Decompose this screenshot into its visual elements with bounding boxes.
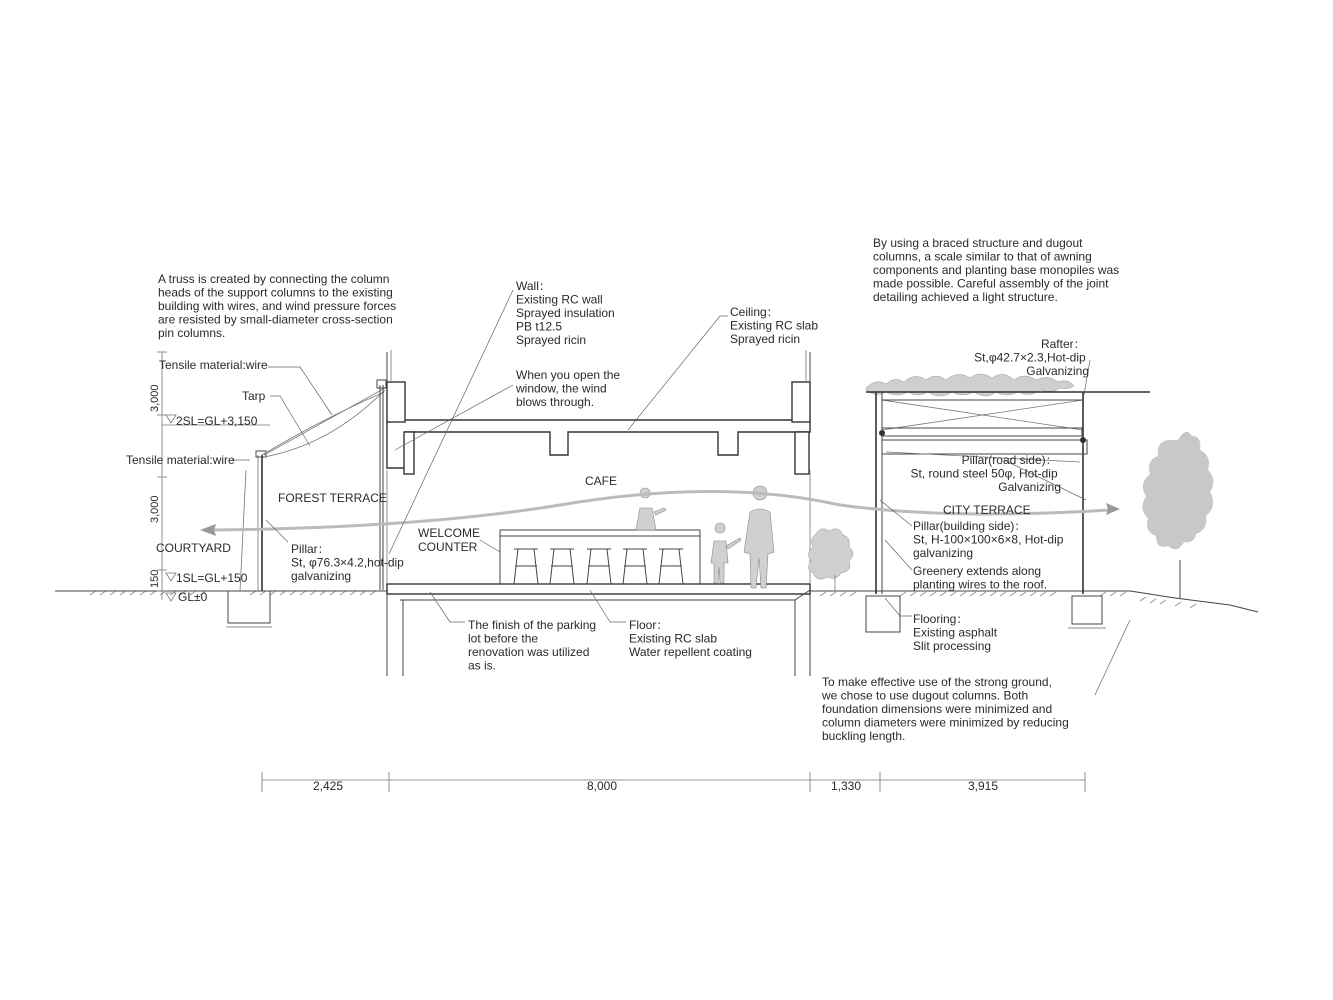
label-tarp: Tarp bbox=[242, 389, 266, 403]
dim-base: 150 bbox=[149, 569, 161, 588]
city-terrace-structure bbox=[808, 374, 1150, 594]
note-braced: By using a braced structure and dugout columns, a scale similar to that of awning components and planting base monopiles was made possible. Careful assembly of the joint detailing achieved a light structure. bbox=[873, 236, 1120, 304]
note-floor: Floor： Existing RC slab Water repellent coating bbox=[629, 618, 752, 659]
note-ceiling: Ceiling： Existing RC slab Sprayed ricin bbox=[730, 305, 819, 346]
level-1sl: 1SL=GL+150 bbox=[176, 571, 248, 585]
label-forest-terrace: FOREST TERRACE bbox=[278, 491, 387, 505]
label-cafe: CAFE bbox=[585, 474, 618, 488]
note-wall: Wall： Existing RC wall Sprayed insulation PB t12.5 Sprayed ricin bbox=[516, 279, 615, 347]
dim-2425: 2,425 bbox=[313, 779, 344, 793]
note-dugout: To make effective use of the strong ground, we chose to use dugout columns. Both foundation dimensions were minimized and column diameters were minimized by reducing buckling length. bbox=[822, 675, 1069, 743]
note-greenery: Greenery extends along planting wires to the roof. bbox=[913, 564, 1048, 592]
people bbox=[636, 486, 774, 588]
label-welcome-counter: WELCOME COUNTER bbox=[418, 526, 481, 554]
note-truss: A truss is created by connecting the column heads of the support columns to the existing building with wires, and wind pressure forces are resisted by small-diameter cross-section pin columns. bbox=[158, 272, 397, 340]
level-gl: GL±0 bbox=[178, 590, 208, 604]
note-pillar-road: Pillar(road side)： St, round steel 50φ, Hot-dip Galvanizing bbox=[910, 453, 1061, 494]
label-city-terrace: CITY TERRACE bbox=[943, 503, 1031, 517]
stools bbox=[514, 549, 683, 584]
note-pillar-building: Pillar(building side)： St, H-100×100×6×8, Hot-dip galvanizing bbox=[913, 519, 1064, 560]
dim-1330: 1,330 bbox=[831, 779, 862, 793]
dim-8000: 8,000 bbox=[587, 779, 618, 793]
note-parking: The finish of the parking lot before the renovation was utilized as is. bbox=[468, 618, 597, 673]
dim-3915: 3,915 bbox=[968, 779, 999, 793]
label-tensile-top: Tensile material:wire bbox=[159, 358, 268, 372]
note-rafter: Rafter： St,φ42.7×2.3,Hot-dip Galvanizing bbox=[974, 337, 1089, 378]
note-pillar-left: Pillar： St, φ76.3×4.2,hot-dip galvanizing bbox=[291, 542, 404, 583]
dim-upper: 3,000 bbox=[149, 384, 161, 412]
level-2sl: 2SL=GL+3,150 bbox=[176, 414, 258, 428]
dim-lower: 3,000 bbox=[149, 495, 161, 523]
label-courtyard: COURTYARD bbox=[156, 541, 231, 555]
horizontal-dimensions bbox=[262, 772, 1085, 793]
note-flooring: Flooring： Existing asphalt Slit processing bbox=[913, 612, 998, 653]
tree bbox=[1142, 432, 1213, 598]
label-tensile-mid: Tensile material:wire bbox=[126, 453, 235, 467]
note-window: When you open the window, the wind blows through. bbox=[516, 368, 621, 409]
